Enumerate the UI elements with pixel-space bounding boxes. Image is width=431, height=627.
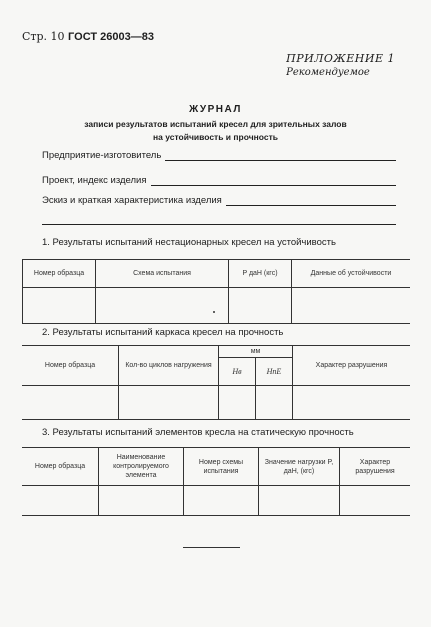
journal-subtitle [0, 118, 431, 144]
col-failure: Характер разрушения [293, 346, 411, 386]
journal-title: ЖУРНАЛ [189, 104, 242, 115]
table-cell[interactable] [119, 386, 219, 420]
table-cell[interactable] [22, 486, 99, 516]
table-static-strength [22, 447, 410, 516]
field-extra-line[interactable] [42, 224, 396, 225]
col-load: P даН (кгс) [229, 260, 292, 288]
col-failure: Характер разрушения [340, 448, 411, 486]
table-cell[interactable] [219, 386, 256, 420]
table-cell[interactable] [184, 486, 259, 516]
table-cell[interactable] [99, 486, 184, 516]
table-stability [22, 259, 410, 324]
table-cell[interactable] [96, 288, 229, 324]
section-2-title: 2. Результаты испытаний каркаса кресел на прочность [42, 327, 284, 338]
field-line[interactable] [226, 195, 396, 206]
field-label: Эскиз и краткая характеристика изделия [42, 195, 222, 206]
ink-dot [213, 311, 215, 313]
page-prefix: Стр. [22, 30, 48, 43]
col-stability: Данные об устойчивости [292, 260, 411, 288]
section-1-title: 1. Результаты испытаний нестационарных кресел на устойчивость [42, 237, 336, 248]
field-label: Проект, индекс изделия [42, 175, 147, 186]
appendix-note: Рекомендуемое [286, 67, 370, 78]
table-cell[interactable] [340, 486, 411, 516]
table-cell[interactable] [229, 288, 292, 324]
section-3-title: 3. Результаты испытаний элементов кресла на статическую прочность [42, 427, 354, 438]
appendix-block [286, 52, 395, 78]
page-number: 10 [50, 30, 65, 43]
table-cell[interactable] [256, 386, 293, 420]
col-scheme: Схема испытания [96, 260, 229, 288]
col-element: Наименование контролируемого элемента [99, 448, 184, 486]
col-sample: Номер образца [22, 346, 119, 386]
table-cell[interactable] [23, 288, 96, 324]
field-line[interactable] [151, 175, 396, 186]
col-hp: HпE [256, 358, 293, 386]
table-cell[interactable] [292, 288, 411, 324]
journal-subtitle-line2: на устойчивость и прочность [153, 132, 278, 142]
col-load-value: Значение нагрузки P, даН, (кгс) [259, 448, 340, 486]
field-sketch [42, 195, 396, 206]
journal-subtitle-line1: записи результатов испытаний кресел для зрительных залов [84, 119, 347, 129]
col-mm: мм [219, 346, 293, 358]
table-frame-strength [22, 345, 410, 420]
col-scheme: Номер схемы испытания [184, 448, 259, 486]
col-sample: Номер образца [23, 260, 96, 288]
col-cycles: Кол-во циклов нагружения [119, 346, 219, 386]
col-sample: Номер образца [22, 448, 99, 486]
table-cell[interactable] [293, 386, 411, 420]
field-project [42, 175, 396, 186]
table-cell[interactable] [22, 386, 119, 420]
field-line[interactable] [165, 150, 396, 161]
appendix-title: ПРИЛОЖЕНИЕ 1 [286, 52, 395, 65]
field-manufacturer [42, 150, 396, 161]
col-hv: Hв [219, 358, 256, 386]
page-header [22, 30, 154, 43]
standard-code: ГОСТ 26003—83 [68, 31, 154, 43]
field-label: Предприятие-изготовитель [42, 150, 162, 161]
end-rule [183, 547, 240, 548]
table-cell[interactable] [259, 486, 340, 516]
